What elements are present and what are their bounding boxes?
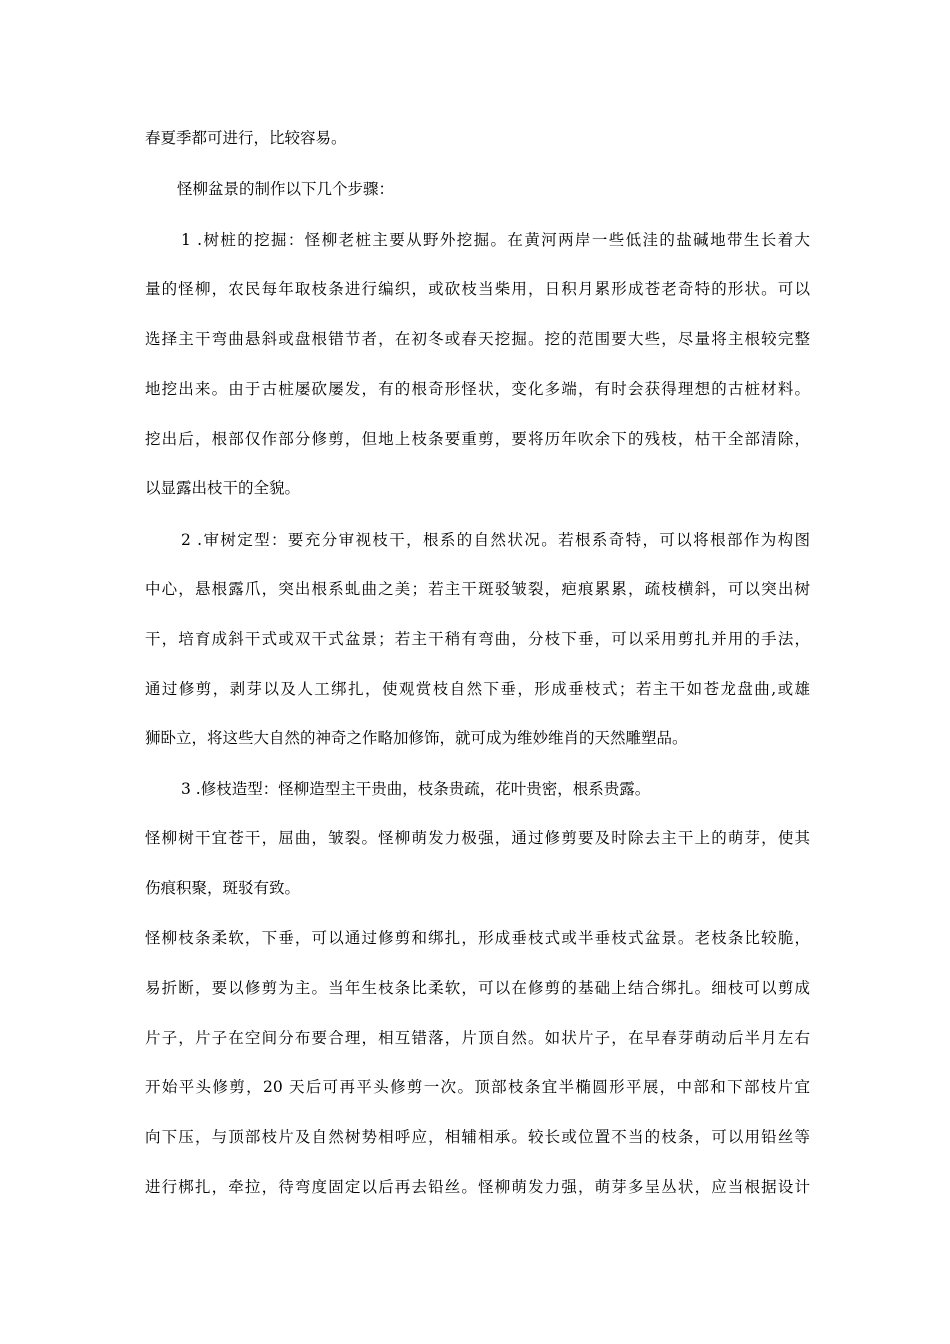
text-line: 春夏季都可进行，比较容易。 [145,129,347,147]
text-line: 地挖出来。由于古桩屡砍屡发，有的根奇形怪状，变化多端，有时会获得理想的古桩材料。 [145,380,810,398]
text-line: 2 .审树定型：要充分审视枝干，根系的自然状况。若根系奇特，可以将根部作为构图 [181,531,810,549]
text-line: 片子，片子在空间分布要合理，相互错落，片顶自然。如状片子，在早春芽萌动后半月左右 [145,1029,810,1047]
text-line: 干，培育成斜干式或双干式盆景；若主干稍有弯曲，分枝下垂，可以采用剪扎并用的手法， [145,630,810,648]
text-line: 向下压，与顶部枝片及自然树势相呼应，相辅相承。较长或位置不当的枝条，可以用铅丝等 [145,1128,810,1146]
text-line: 以显露出枝干的全貌。 [145,479,301,497]
text-line: 怪柳盆景的制作以下几个步骤： [177,180,395,198]
text-line: 怪柳树干宜苍干，屈曲，皱裂。怪柳萌发力极强，通过修剪要及时除去主干上的萌芽，使其 [145,829,810,847]
text-line: 进行梆扎，牵拉，待弯度固定以后再去铅丝。怪柳萌发力强，萌芽多呈丛状，应当根据设计 [145,1178,810,1196]
text-line: 量的怪柳，农民每年取枝条进行编织，或砍枝当柴用，日积月累形成苍老奇特的形状。可以 [145,280,810,298]
text-line: 3 .修枝造型：怪柳造型主干贵曲，枝条贵疏，花叶贵密，根系贵露。 [181,780,651,798]
text-line: 选择主干弯曲悬斜或盘根错节者，在初冬或春天挖掘。挖的范围要大些，尽量将主根较完整 [145,330,810,348]
text-line: 通过修剪，剥芽以及人工绑扎，使观赏枝自然下垂，形成垂枝式；若主干如苍龙盘曲,或雄 [145,680,810,698]
text-line: 开始平头修剪，20 天后可再平头修剪一次。顶部枝条宜半椭圆形平展，中部和下部枝片宜 [145,1078,810,1096]
text-line: 易折断，要以修剪为主。当年生枝条比柔软，可以在修剪的基础上结合绑扎。细枝可以剪成 [145,979,810,997]
text-line: 1 .树桩的挖掘：怪柳老桩主要从野外挖掘。在黄河两岸一些低洼的盐碱地带生长着大 [181,231,810,249]
text-line: 怪柳枝条柔软，下垂，可以通过修剪和绑扎，形成垂枝式或半垂枝式盆景。老枝条比较脆， [145,929,810,947]
text-line: 挖出后，根部仅作部分修剪，但地上枝条要重剪，要将历年吹余下的残枝，枯干全部清除， [145,430,810,448]
text-line: 狮卧立，将这些大自然的神奇之作略加修饰，就可成为维妙维肖的天然雕塑品。 [145,729,688,747]
text-line: 中心，悬根露爪，突出根系虬曲之美；若主干斑驳皱裂，疤痕累累，疏枝横斜，可以突出树 [145,580,810,598]
text-line: 伤痕积聚，斑驳有致。 [145,879,301,897]
